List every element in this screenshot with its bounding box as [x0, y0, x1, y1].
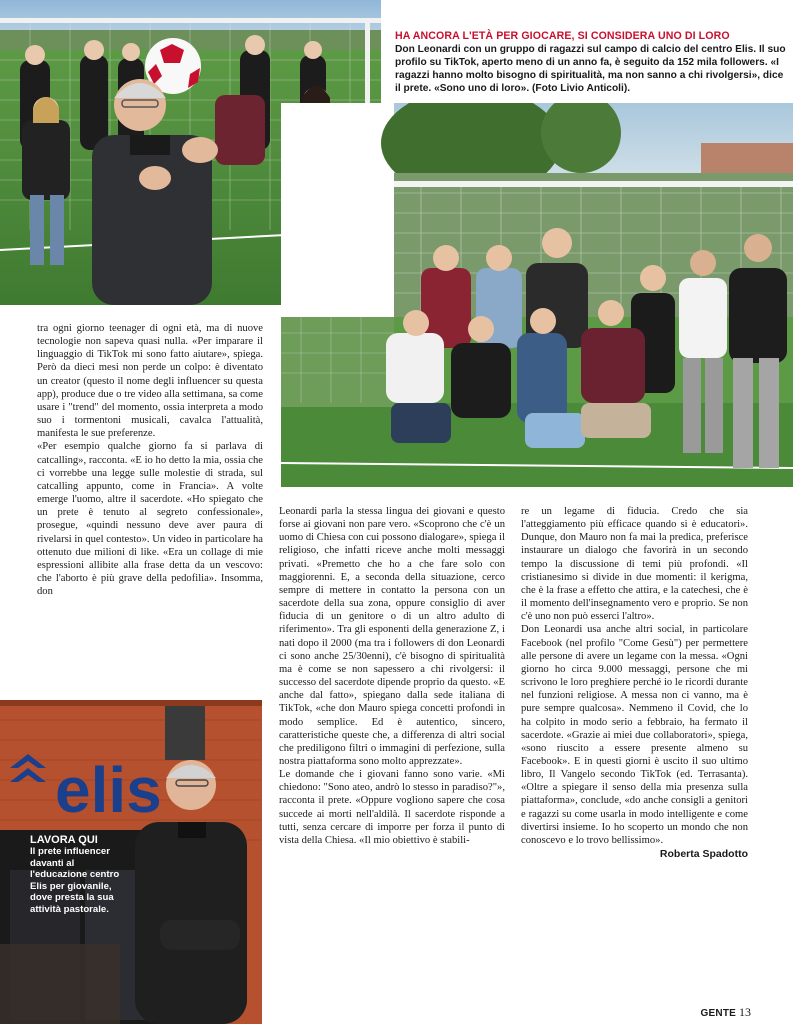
caption-body: Don Leonardi con un gruppo di ragazzi sul campo di calcio del centro Elis. Il suo profilo su TikTok, aperto meno di un anno fa, è seguito da 152 mila followers. «I ragazzi hanno molto bisogno di spiritualità, ma non sanno a chi rivolgersi», dice il prete. «Sono uno di loro». (Foto Livio Anticoli). [395, 44, 786, 94]
paragraph: Le domande che i giovani fanno sono varie. «Mi chiedono: "Sono ateo, andrò lo stesso in paradiso?"», racconta il prete. «Oppure vogliono sapere che cosa succede ai morti nell'aldilà. Il sacerdote risponde a tutti, senza cercare di imporre per forza il punto di vista della Chiesa. «Il mio obiettivo è stabili- [279, 769, 505, 846]
bottom-caption-title: LAVORA QUI [30, 834, 98, 846]
article-column-middle [279, 505, 505, 847]
article-column-left [37, 322, 263, 598]
caption-title: HA ANCORA L'ETÀ PER GIOCARE, SI CONSIDERA UNO DI LORO [395, 30, 730, 42]
paragraph: «Per esempio qualche giorno fa si parlava di catcalling», racconta. «E io ho detto la mia, ossia che ci vorrebbe una legge sulle molestie di strada, sul catcalling appunto, come in Francia». A volte emerge l'uomo, altre il sacerdote. «Ho spiegato che un prete è tenuto al segreto confessionale», prosegue, «quindi nessuno deve aver paura di rivelarsi in quel contesto». Un video in particolare ha ottenuto due milioni di like. «Era un collage di mie espressioni allibite alla frase detta da un vescovo: che l'aborto è più grave della pedofilia». Insomma, don [37, 441, 263, 598]
bottom-caption-body: Il prete influencer davanti al l'educazione centro Elis per giovanile, dove presta la sua attività pastorale. [30, 846, 120, 915]
author-signature: Roberta Spadotto [659, 848, 748, 861]
magazine-name: GENTE [700, 1008, 736, 1019]
photo-group-on-field [281, 103, 793, 487]
article-column-right [521, 505, 748, 861]
page-footer [701, 1005, 751, 1020]
elis-sign-text: elis [55, 754, 162, 826]
top-photo-caption [395, 30, 788, 95]
page-number: 13 [739, 1005, 751, 1019]
paragraph: Leonardi parla la stessa lingua dei giovani e questo forse ai giovani non pare vero. «Scoprono che c'è un uomo di Chiesa con cui possono dialogare», spiega il religioso, che infatti riceve anche molti messaggi privati. «Premetto che ho a che fare solo con maggiorenni. E, a seconda della situazione, cerco sempre di mettere in contatto la persona con un sacerdote della sua zona, oppure consiglio di aver fiducia di un genitore o di un altro adulto di riferimento». Tra gli esponenti della generazione Z, i nati dopo il 2000 (ma tra i followers di don Leonardi ci sono anche 25/30enni), c'è bisogno di spiritualità ma è come se non sapessero a chi rivolgersi: il successo del sacerdote dipende proprio da questo. «E anche dal fatto», spiegano dalla sede italiana di TikTok, «che don Mauro spiega concetti profondi in modo semplice. Ed è autentico, sincero, caratteristiche queste che, a differenza di altri social che prediligono filtri o immagini di perfezione, sulla nostra piattaforma sono molto apprezzate». [279, 506, 505, 767]
paragraph: re un legame di fiducia. Credo che sia l'atteggiamento più efficace quando si è educatori». Dunque, don Mauro non fa mai la predica, preferisce instaurare un dialogo che favorirà in un secondo tempo la discussione di temi più profondi. «Il cristianesimo si divide in due momenti: il kerigma, che è la frase a effetto che attira, e la catechesi, che è il momento dell'insegnamento vero e proprio. Se non c'è uno non può esserci l'altro». [521, 506, 748, 623]
paragraph: Don Leonardi usa anche altri social, in particolare Facebook (nel profilo "Come Gesù") per permettere alle persone di avere un legame con la messa. «Ogni giorno ho circa 9.000 messaggi, persone che mi scrivono le loro preghiere perché io le ricordi durante nel funzioni religiose. A messa non ci vanno, ma è pure sempre qualcosa». Nemmeno il Covid, che lo ha colpito in modo serio a febbraio, ha fermato il sacerdote. «Grazie ai miei due collaboratori», spiega, «sono riuscito a essere presente almeno su Facebook». E in questi giorni è uscito il suo ultimo libro, Il Vangelo secondo TikTok (ed. Terrasanta). «Oltre a spiegare il senso della mia presenza sulla piattaforma», conclude, «do anche consigli a genitori e ragazzi su come usarla in modo intelligente e come divertirsi insieme. Io ho scoperto un mondo che non conoscevo e lo trovo bellissimo». [521, 624, 748, 846]
paragraph: tra ogni giorno teenager di ogni età, ma di nuove tecnologie non sapeva quasi nulla. «Per imparare il linguaggio di TikTok mi sono fatto aiutare», spiega. Però da dieci mesi non perde un colpo: è diventato un creator (questo il nome degli influencer su questa app), produce due o tre video alla settimana, sa come usare i "trend" del momento, ossia interpreta a modo suo i tormentoni musicali, cavalca l'attualità, manifesta le sue preferenze. [37, 323, 263, 440]
photo-group-on-field-graphic [281, 103, 793, 487]
bottom-photo-caption [30, 834, 128, 915]
